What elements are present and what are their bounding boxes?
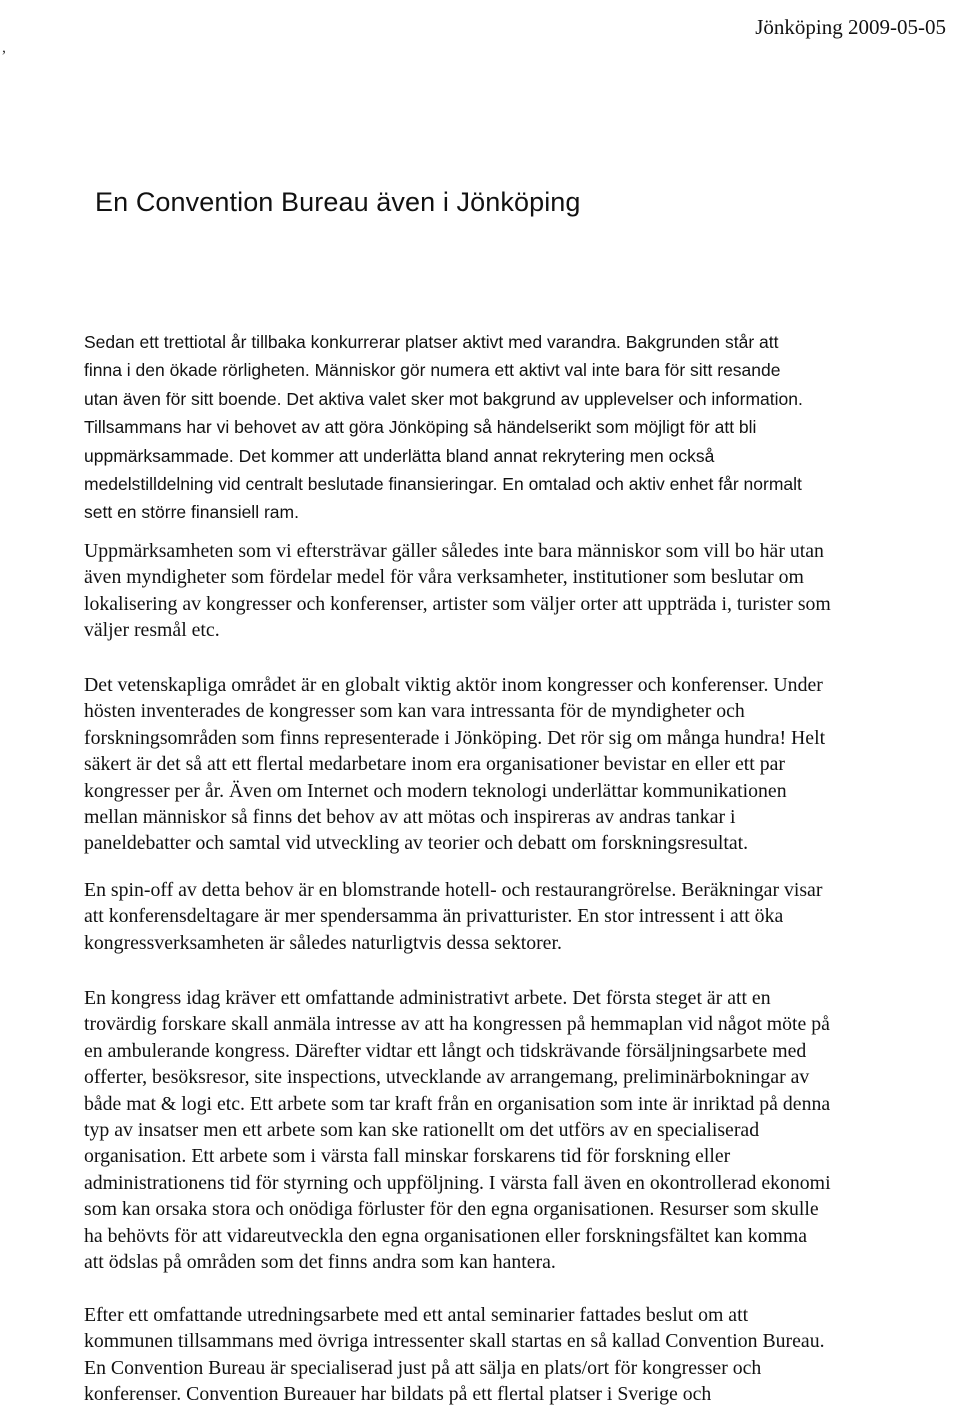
text-line: Det vetenskapliga området är en globalt viktig aktör inom kongresser och konferenser. Under bbox=[84, 674, 823, 696]
text-line: konferenser. Convention Bureauer har bildats på ett flertal platser i Sverige och bbox=[84, 1383, 712, 1406]
text-line: typ av insatser men ett arbete som kan ske rationellt om det utförs av en specialiserad bbox=[84, 1118, 760, 1141]
text-line: att ödslas på områden som det finns andra som kan hantera. bbox=[84, 1250, 556, 1273]
text-line: En kongress idag kräver ett omfattande administrativt arbete. Det första steget är att en bbox=[84, 987, 771, 1009]
document-date: Jönköping 2009-05-05 bbox=[755, 15, 946, 39]
text-line: organisation. Ett arbete som i värsta fall minskar forskarens tid för forskning eller bbox=[84, 1145, 731, 1168]
paragraph-4 bbox=[84, 877, 956, 956]
document-title: En Convention Bureau även i Jönköping bbox=[95, 187, 581, 217]
text-line: kommunen tillsammans med övriga intressenter skall startas en så kallad Convention Bureau. bbox=[84, 1330, 825, 1353]
paragraph-3 bbox=[84, 672, 956, 857]
text-line: Efter ett omfattande utredningsarbete med ett antal seminarier fattades beslut om att bbox=[84, 1304, 749, 1326]
text-line: utan även för sitt boende. Det aktiva valet sker mot bakgrund av upplevelser och information. bbox=[84, 388, 803, 409]
text-line: administrationens tid för styrning och uppföljning. I värsta fall även en okontrollerad ekonomi bbox=[84, 1171, 831, 1194]
text-line: väljer resmål etc. bbox=[84, 619, 220, 642]
text-line: medelstilldelning vid centralt beslutade finansieringar. En omtalad och aktiv enhet får normalt bbox=[84, 473, 802, 494]
text-line: sett en större finansiell ram. bbox=[84, 502, 299, 523]
text-line: ha behövts för att vidareutveckla den egna organisationen eller forskningsfältet kan komma bbox=[84, 1224, 808, 1247]
text-line: offerter, besöksresor, site inspections, utvecklande av arrangemang, preliminärbokningar av bbox=[84, 1066, 810, 1089]
text-line: kongresser per år. Även om Internet och modern teknologi underlättar kommunikationen bbox=[84, 779, 787, 802]
text-line: En Convention Bureau är specialiserad just på att sälja en plats/ort för kongresser och bbox=[84, 1356, 762, 1379]
text-line: lokalisering av kongresser och konferenser, artister som väljer orter att uppträda i, turister som bbox=[84, 592, 831, 615]
text-line: hösten inventerades de kongresser som kan vara intressanta för de myndigheter och bbox=[84, 700, 745, 723]
text-line: säkert är det så att ett flertal medarbetare inom era organisationer bevistar en eller ett par bbox=[84, 753, 785, 776]
text-line: finna i den ökade rörligheten. Människor gör numera ett aktivt val inte bara för sitt resande bbox=[84, 360, 781, 381]
text-line: både mat & logi etc. Ett arbete som tar kraft från en organisation som inte är inriktad på denna bbox=[84, 1092, 831, 1115]
text-line: mellan människor så finns det behov av att mötas och inspireras av andras tankar i bbox=[84, 805, 736, 828]
text-line: trovärdig forskare skall anmäla intresse av att ha kongressen på hemmaplan vid något möte på bbox=[84, 1013, 830, 1036]
text-line: Sedan ett trettiotal år tillbaka konkurrerar platser aktivt med varandra. Bakgrunden står att bbox=[84, 332, 779, 352]
text-line: uppmärksammade. Det kommer att underlätta bland annat rekrytering men också bbox=[84, 445, 715, 466]
text-line: som kan orsaka stora och onödiga förluster för den egna organisationen. Resurser som skulle bbox=[84, 1198, 819, 1221]
text-line: även myndigheter som fördelar medel för våra verksamheter, institutioner som beslutar om bbox=[84, 566, 804, 589]
text-line: En spin-off av detta behov är en blomstrande hotell- och restaurangrörelse. Beräkningar visar bbox=[84, 879, 823, 901]
paragraph-5 bbox=[84, 985, 956, 1275]
text-line: Tillsammans har vi behovet av att göra Jönköping så händelserikt som möjligt för att bli bbox=[84, 417, 757, 438]
text-line: Uppmärksamheten som vi eftersträvar gäller således inte bara människor som vill bo här utan bbox=[84, 540, 824, 562]
paragraph-2 bbox=[84, 538, 956, 644]
text-line: att konferensdeltagare är mer spendersamma än privatturister. En stor intressent i att öka bbox=[84, 905, 784, 928]
text-line: paneldebatter och samtal vid utveckling av teorier och debatt om forskningsresultat. bbox=[84, 832, 749, 855]
text-line: en ambulerande kongress. Därefter vidtar ett långt och tidskrävande försäljningsarbete med bbox=[84, 1039, 807, 1062]
stray-mark: , bbox=[2, 39, 6, 56]
paragraph-1 bbox=[84, 328, 956, 527]
paragraph-6 bbox=[84, 1302, 956, 1408]
text-line: forskningsområden som finns representerade i Jönköping. Det rör sig om många hundra! Helt bbox=[84, 726, 826, 749]
text-line: kongressverksamheten är således naturligtvis dessa sektorer. bbox=[84, 931, 562, 954]
